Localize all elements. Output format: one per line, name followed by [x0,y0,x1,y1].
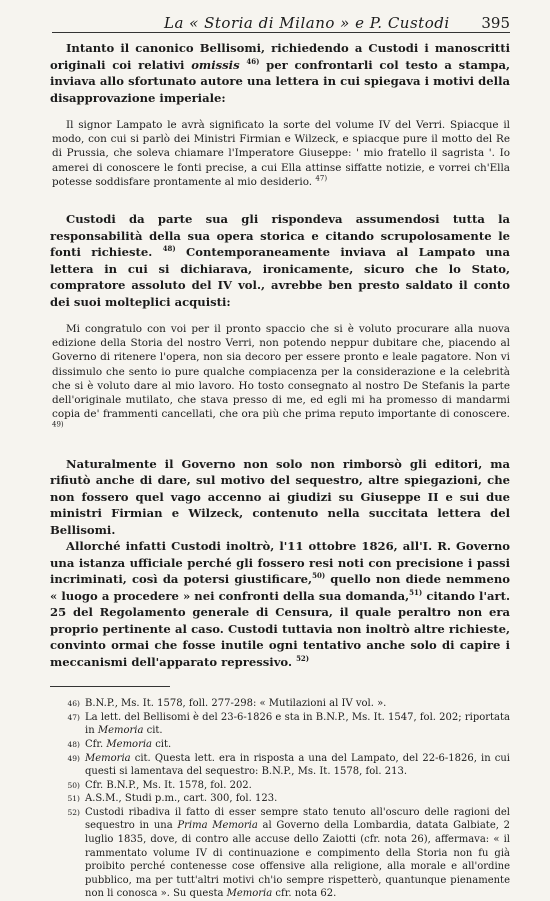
footnote-number: 49) [67,753,80,763]
footnote-text: Memoria cit. Questa lett. era in risposta a una del Lampato, del 22-6-1826, in cui questi si lamentava del sequestro: B.N.P., Ms. It. 1578, fol. 213. [85,752,510,778]
omissis-word: omissis [191,57,240,72]
footnote-50 [50,779,510,793]
footnote-ref-47: 47) [315,174,328,183]
footnote-51 [50,792,510,806]
page-number: 395 [481,14,510,32]
quote-1-text: Il signor Lampato le avrà significato la sorte del volume IV del Verri. Spiacque il modo, con cui si parlò dei Ministri Firmian e Wilzeck, e spiacque pure il motto del Re di Prussia, che soleva chiamare l'Imperatore Giuseppe: ' mio fratello il sagrista '. Io amerei di conoscere le fonti precise, a cui Ella attinse siffatte notizie, e vorrei ch'Ella potesse soddisfare prontamente al mio desiderio. [52,119,510,188]
footnote-47 [50,711,510,738]
footnote-number: 46) [67,699,80,709]
footnote-49 [50,752,510,779]
footnote-ref-52: 52) [296,653,310,663]
footnote-48 [50,738,510,752]
paragraph-1-text-b: per confrontarli col testo a stampa, inviava allo sfortunato autore una lettera in cui spiegava i motivi della disapprovazione imperiale: [50,57,510,105]
footnote-text: Cfr. Memoria cit. [85,738,172,750]
paragraph-3: Naturalmente il Governo non solo non rimborsò gli editori, ma rifiutò anche di dare, sul motivo del sequestro, altre spiegazioni, che non fossero quel vago accenno ai giudizi su Giuseppe II e sui due ministri Firmian e Wilzeck, contenuto nella succitata lettera del Bellisomi. [50,456,510,537]
footnote-number: 52) [67,807,80,817]
footnote-text: B.N.P., Ms. It. 1578, foll. 277-298: « Mutilazioni al IV vol. ». [85,698,387,710]
paragraph-4-text-b: quello non diede nemmeno « luogo a procedere » nei confronti della sua domanda, [50,572,510,603]
paragraph-2-text-a: Custodi da parte sua gli rispondeva assumendosi tutta la responsabilità della sua opera storica e citando scrupolosamente le fonti richieste. [50,212,510,260]
page-header [52,10,510,33]
paragraph-2-text-b: Contemporaneamente inviava al Lampato una lettera in cui si dichiarava, ironicamente, sicuro che lo Stato, compratore assoluto del IV vol., avrebbe ben presto saldato il conto dei suoi molteplici acquisti: [50,245,510,309]
footnote-text: Cfr. B.N.P., Ms. It. 1578, fol. 202. [85,779,252,791]
footnote-ref-51: 51) [409,587,423,597]
footnote-46 [50,697,510,711]
footnote-ref-49: 49) [52,420,64,429]
footnote-ref-46: 46) [246,56,260,66]
paragraph-2 [50,211,510,310]
footnote-text: A.S.M., Studi p.m., cart. 300, fol. 123. [85,793,278,805]
footnote-text: Custodi ribadiva il fatto di esser sempre stato tenuto all'oscuro delle ragioni del sequestro in una Prima Memoria al Governo della Lombardia, datata Galbiate, 2 luglio 1835, dove, di contro alle accuse dello Zaiotti (cfr. nota 26), affermava: « il rammentato volume IV di continuazione e compimento della Storia non fu già proibito perché contenesse cose offensive alla religione, alla morale e all'ordine pubblico, ma per tutt'altri motivi ch'io sempre rispetterò, quantunque pienamente non li conosca ». Su questa Memoria cfr. nota 62. [85,806,510,900]
quote-1 [52,118,510,189]
footnote-number: 51) [67,794,80,804]
quote-2 [52,322,510,436]
footnote-text: La lett. del Bellisomi è del 23-6-1826 e sta in B.N.P., Ms. It. 1547, fol. 202; riportata in Memoria cit. [85,711,510,737]
quote-2-text: Mi congratulo con voi per il pronto spaccio che si è voluto procurare alla nuova edizione della Storia del nostro Verri, non potendo neppur dubitare che, piacendo al Governo di ritenere l'opera, non sia decoro per essere pronto e leale pagatore. Non vi dissimulo che sento io pure qualche compiacenza per la considerazione e la celebrità che si è voluto dare al mio lavoro. Ho tosto consegnato al nostro De Stefanis la parte dell'originale mutilato, che stava presso di me, ed egli mi ha promesso di mandarmi copia de' frammenti cancellati, che ora più che prima reputo importante di conoscere. [52,323,510,421]
paragraph-4-text-c: citando l'art. 25 del Regolamento generale di Censura, il quale peraltro non era proprio pertinente al caso. Custodi tuttavia non inoltrò altre richieste, convinto ormai che fosse inutile ogni tentativo anche solo di capire i meccanismi dell'apparato repressivo. [50,588,510,669]
paragraph-4-text-a: Allorché infatti Custodi inoltrò, l'11 ottobre 1826, all'I. R. Governo una istanza ufficiale perché gli fossero resi noti con precisione i passi incriminati, così da potersi giustificare, [50,539,510,587]
footnote-ref-50: 50) [312,571,326,581]
footnote-52 [50,806,510,901]
footnote-number: 47) [67,712,80,722]
footnotes [50,697,510,901]
paragraph-1 [50,40,510,106]
paragraph-4 [50,538,510,670]
footnote-number: 50) [67,780,80,790]
footnote-number: 48) [67,739,80,749]
page-content [50,40,510,901]
footnote-ref-48: 48) [162,244,176,254]
paragraph-1-text-a: Intanto il canonico Bellisomi, richiedendo a Custodi i manoscritti originali coi relativi [50,41,510,72]
running-title: La « Storia di Milano » e P. Custodi [164,14,450,32]
